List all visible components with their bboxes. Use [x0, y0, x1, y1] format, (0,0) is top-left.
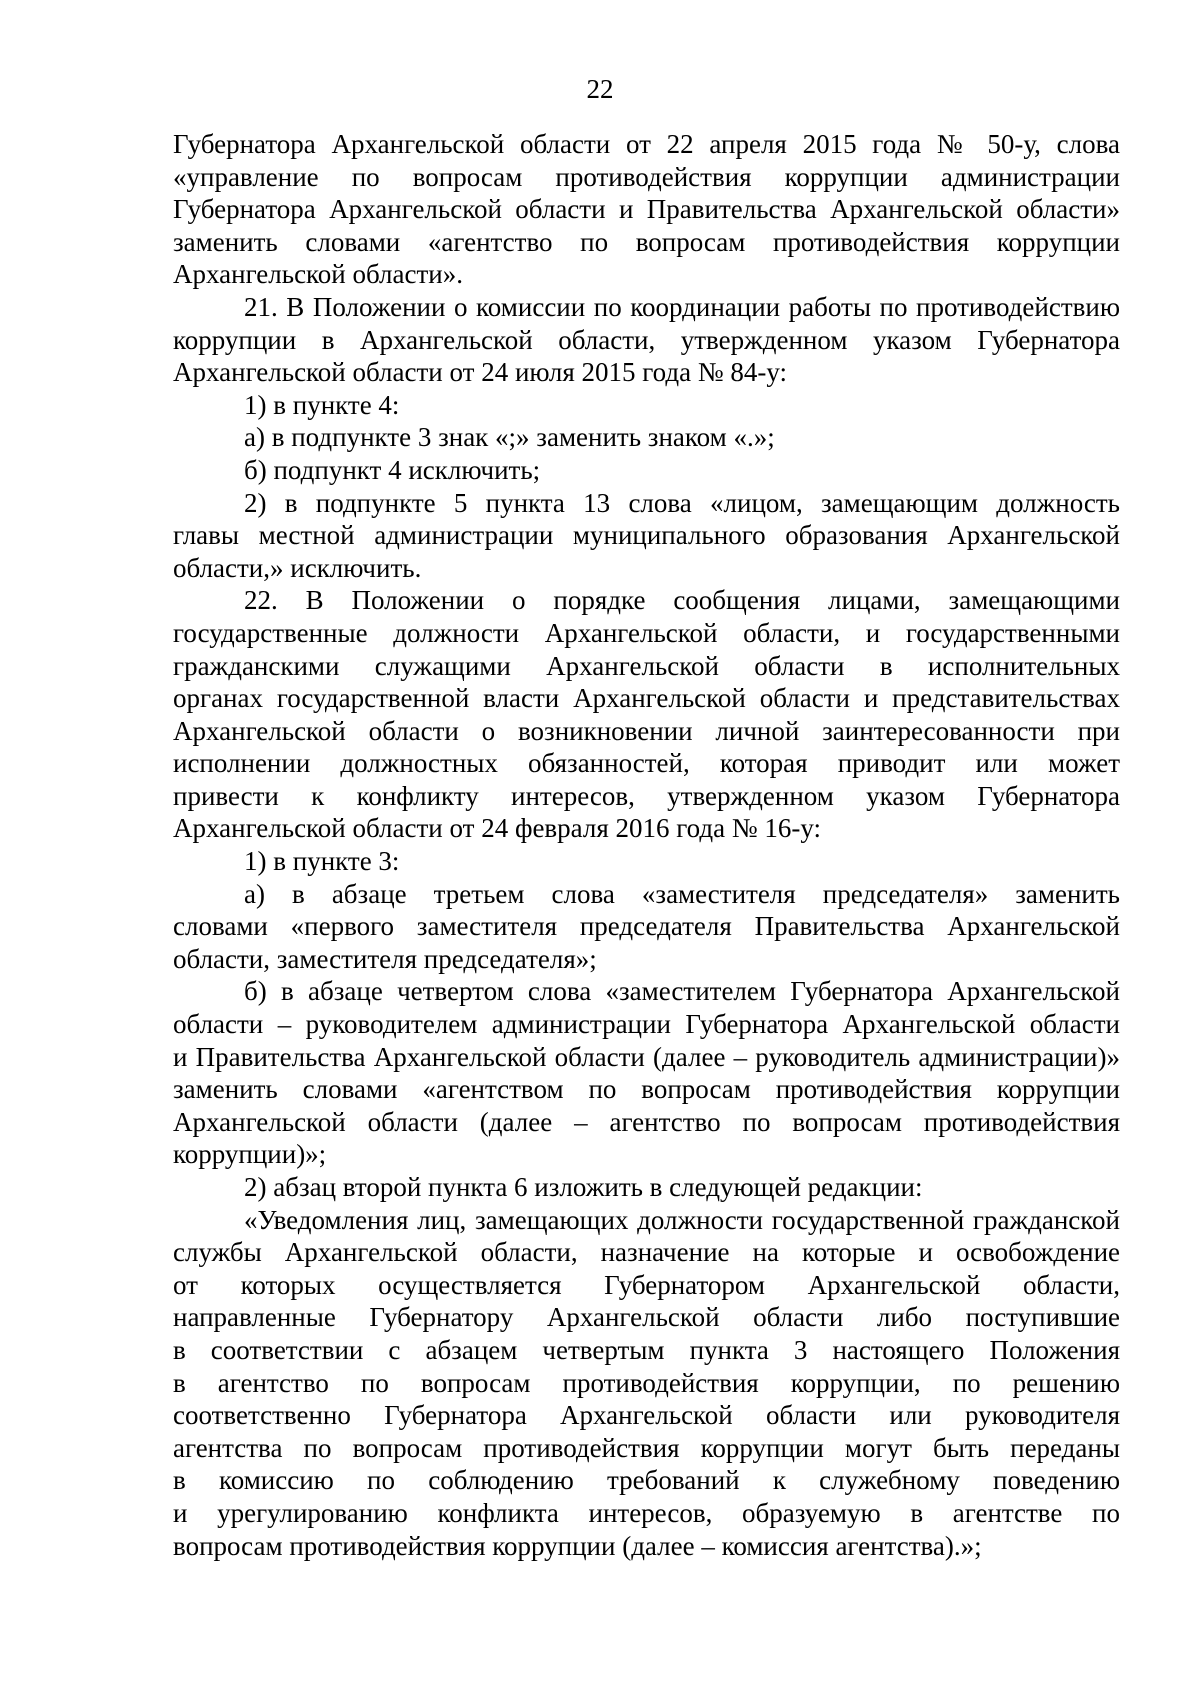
text-line: агентства по вопросам противодействия коррупции могут быть переданы — [173, 1432, 1120, 1463]
text-line: «управление по вопросам противодействия коррупции администрации — [173, 161, 1120, 192]
text-line: 22. В Положении о порядке сообщения лицами, замещающими — [244, 585, 1120, 616]
text-line: области, заместителя председателя»; — [173, 943, 597, 974]
text-line: области,» исключить. — [173, 552, 422, 583]
text-line: главы местной администрации муниципального образования Архангельской — [173, 520, 1120, 551]
text-line: и урегулированию конфликта интересов, образуемую в агентстве по — [173, 1497, 1120, 1528]
text-line: Губернатора Архангельской области и Правительства Архангельской области» — [173, 194, 1120, 225]
text-line: 2) абзац второй пункта 6 изложить в следующей редакции: — [244, 1172, 923, 1202]
text-line: Архангельской области». — [173, 259, 463, 290]
text-line: коррупции)»; — [173, 1139, 327, 1170]
text-line: направленные Губернатору Архангельской области либо поступившие — [173, 1302, 1120, 1333]
text-line: словами «первого заместителя председателя Правительства Архангельской — [173, 911, 1120, 942]
text-line: гражданскими служащими Архангельской области в исполнительных — [173, 650, 1120, 681]
text-line: «Уведомления лиц, замещающих должности государственной гражданской — [244, 1204, 1120, 1235]
text-line: заменить словами «агентство по вопросам противодействия коррупции — [173, 226, 1120, 257]
text-line: а) в абзаце третьем слова «заместителя председателя» заменить — [244, 878, 1120, 909]
text-line: в агентство по вопросам противодействия коррупции, по решению — [173, 1367, 1120, 1398]
text-line: в соответствии с абзацем четвертым пункта 3 настоящего Положения — [173, 1334, 1120, 1365]
text-line: привести к конфликту интересов, утвержденном указом Губернатора — [173, 780, 1120, 811]
text-line: государственные должности Архангельской области, и государственными — [173, 617, 1120, 648]
page-number: 22 — [586, 74, 614, 104]
text-line: соответственно Губернатора Архангельской области или руководителя — [173, 1400, 1120, 1431]
text-line: вопросам противодействия коррупции (далее – комиссия агентства).»; — [173, 1530, 982, 1561]
text-line: службы Архангельской области, назначение на которые и освобождение — [173, 1237, 1120, 1268]
text-line: Архангельской области о возникновении личной заинтересованности при — [173, 715, 1120, 746]
text-line: органах государственной власти Архангельской области и представительствах — [173, 683, 1120, 714]
text-line: б) подпункт 4 исключить; — [244, 454, 541, 485]
text-line: Архангельской области от 24 февраля 2016 года № 16-у: — [173, 813, 822, 844]
text-line: в комиссию по соблюдению требований к служебному поведению — [173, 1465, 1120, 1496]
text-line: Архангельской области (далее – агентство по вопросам противодействия — [173, 1106, 1120, 1137]
text-line: коррупции в Архангельской области, утвержденном указом Губернатора — [173, 324, 1120, 355]
document-body — [173, 128, 1120, 1562]
text-line: от которых осуществляется Губернатором Архангельской области, — [173, 1269, 1120, 1300]
text-line: а) в подпункте 3 знак «;» заменить знаком «.»; — [244, 422, 775, 453]
text-line: области – руководителем администрации Губернатора Архангельской области — [173, 1009, 1120, 1040]
text-line: 1) в пункте 3: — [244, 846, 400, 877]
text-line: и Правительства Архангельской области (далее – руководитель администрации)» — [173, 1041, 1120, 1072]
text-line: Архангельской области от 24 июля 2015 года № 84-у: — [173, 357, 788, 388]
text-line: б) в абзаце четвертом слова «заместителем Губернатора Архангельской — [244, 976, 1120, 1007]
text-line: исполнении должностных обязанностей, которая приводит или может — [173, 748, 1120, 779]
text-line: Губернатора Архангельской области от 22 апреля 2015 года № 50-у, слова — [173, 129, 1120, 159]
text-line: 21. В Положении о комиссии по координации работы по противодействию — [244, 291, 1120, 322]
text-line: заменить словами «агентством по вопросам противодействия коррупции — [173, 1074, 1120, 1105]
text-line: 1) в пункте 4: — [244, 389, 400, 420]
text-line: 2) в подпункте 5 пункта 13 слова «лицом, замещающим должность — [244, 487, 1120, 518]
